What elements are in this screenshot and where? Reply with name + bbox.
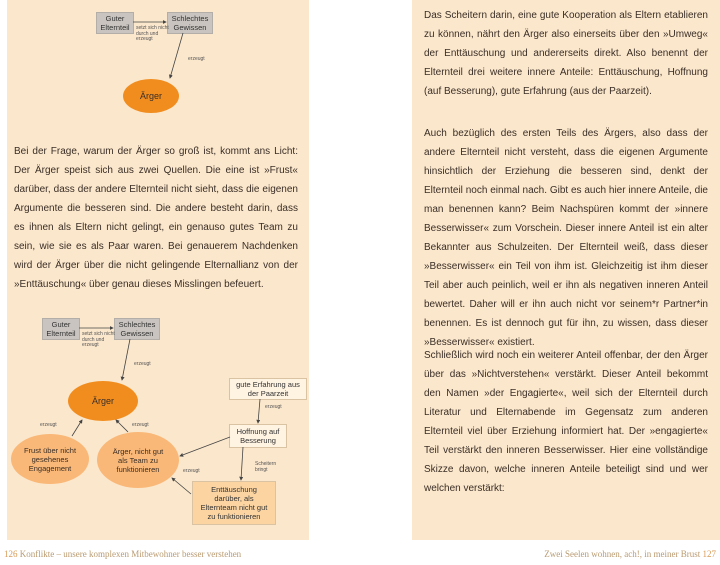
- ellipse-aerger-1: Ärger: [123, 79, 179, 113]
- label-erzeugt: erzeugt: [188, 56, 205, 62]
- page-number-left: 126: [4, 549, 18, 559]
- box2-guter-elternteil: Guter Elternteil: [42, 318, 80, 340]
- ellipse-frust: Frust über nicht gesehenes Engagement: [11, 434, 89, 484]
- ellipse-aerger-2: Ärger: [68, 381, 138, 421]
- box-enttaeuschung: Enttäuschung darüber, als Elternteam nicht gut zu funktionieren: [192, 481, 276, 525]
- footer-left-text: Konflikte – unsere komplexen Mitbewohner besser verstehen: [19, 549, 242, 559]
- right-paragraph-1: Das Scheitern darin, eine gute Kooperation als Eltern etablieren zu können, nährt den Ärger also einerseits über den »Umweg« der Enttäuschung und andererseits direkt. Also benennt der Elternteil drei weitere innere Anteile: Enttäuschung, Hoffnung (auf Besserung), gute Erfahrung (aus der Paarzeit).: [424, 10, 708, 97]
- right-paragraph-2: Auch bezüglich des ersten Teils des Ärgers, also dass der andere Elternteil nicht versteht, dass die eigenen Argumente hinsichtlich der Erziehung die besseren sind, denkt der Elternteil noch einmal nach. Gibt es auch hier innere Anteile, die man benennen kann? Beim Nachspüren kommt der »innere Besserwisser« zum Vorschein. Dieser innere Anteil ist ein alter Bekannter aus Schulzeiten. Der Elternteil weiß, dass dieser »Besserwisser« ein Teil von ihm ist. Gleichzeitig ist ihm dieser Teil aber auch peinlich, weil er ihn als negativen inneren Anteil bewertet. Daher will er ihn auch nicht vor seinem*r Partner*in benennen. Es ist dennoch gut für ihn, zu wissen, dass dieser »Besserwisser« existiert.: [424, 128, 708, 348]
- label-setzt-sich: setzt sich nicht durch und erzeugt: [136, 25, 169, 42]
- label2-erzeugt-bottom: erzeugt: [183, 468, 200, 474]
- box-schlechtes-gewissen: Schlechtes Gewissen: [167, 12, 213, 34]
- footer-right-text: Zwei Seelen wohnen, ach!, in meiner Brust: [544, 549, 701, 559]
- right-paragraph-3: Schließlich wird noch ein weiterer Anteil offenbar, der den Ärger über das »Nichtverstehen« verstärkt. Dieser Anteil bekommt den Namen »der Engagierte«, weil sich der Elternteil durch Literatur und Elternabende im Gegensatz zum anderen Elternteil viel über Erziehung informiert hat. Der »engagierte« Teil verstärkt den inneren Besserwisser. Hier eine vollständige Skizze davon, welche inneren Anteile beteiligt sind und wer welchen verstärkt:: [424, 350, 708, 494]
- left-paragraph: Bei der Frage, warum der Ärger so groß ist, kommt ans Licht: Der Ärger speist sich aus zwei Quellen. Die eine ist »Frust« darüber, dass der andere Elternteil nicht sieht, dass die eigenen Argumente die besseren sind. Die andere besteht darin, dass es ihnen als Eltern nicht gelingt, ein genauso gutes Team zu sein, wie sie es als Paar waren. Bei genauerem Nachdenken wird der Ärger über die nicht gelingende Elternallianz von der »Enttäuschung« über genau dieses Misslingen befeuert.: [14, 146, 298, 290]
- box-guter-elternteil: Guter Elternteil: [96, 12, 134, 34]
- box-gute-erfahrung: gute Erfahrung aus der Paarzeit: [229, 378, 307, 400]
- label2-erzeugt-mid: erzeugt: [132, 422, 149, 428]
- label2-erzeugt-top: erzeugt: [134, 361, 151, 367]
- ellipse-team: Ärger, nicht gut als Team zu funktionieren: [97, 432, 179, 488]
- footer-right: [544, 549, 716, 559]
- label2-erzeugt-left: erzeugt: [40, 422, 57, 428]
- box-hoffnung: Hoffnung auf Besserung: [229, 424, 287, 448]
- box2-schlechtes-gewissen: Schlechtes Gewissen: [114, 318, 160, 340]
- page-number-right: 127: [702, 549, 716, 559]
- footer-left: [4, 549, 241, 559]
- label2-erzeugt-right: erzeugt: [265, 404, 282, 410]
- label2-setzt-sich: setzt sich nicht durch und erzeugt: [82, 331, 115, 348]
- label2-scheitern: Scheitern bringt: [255, 461, 277, 473]
